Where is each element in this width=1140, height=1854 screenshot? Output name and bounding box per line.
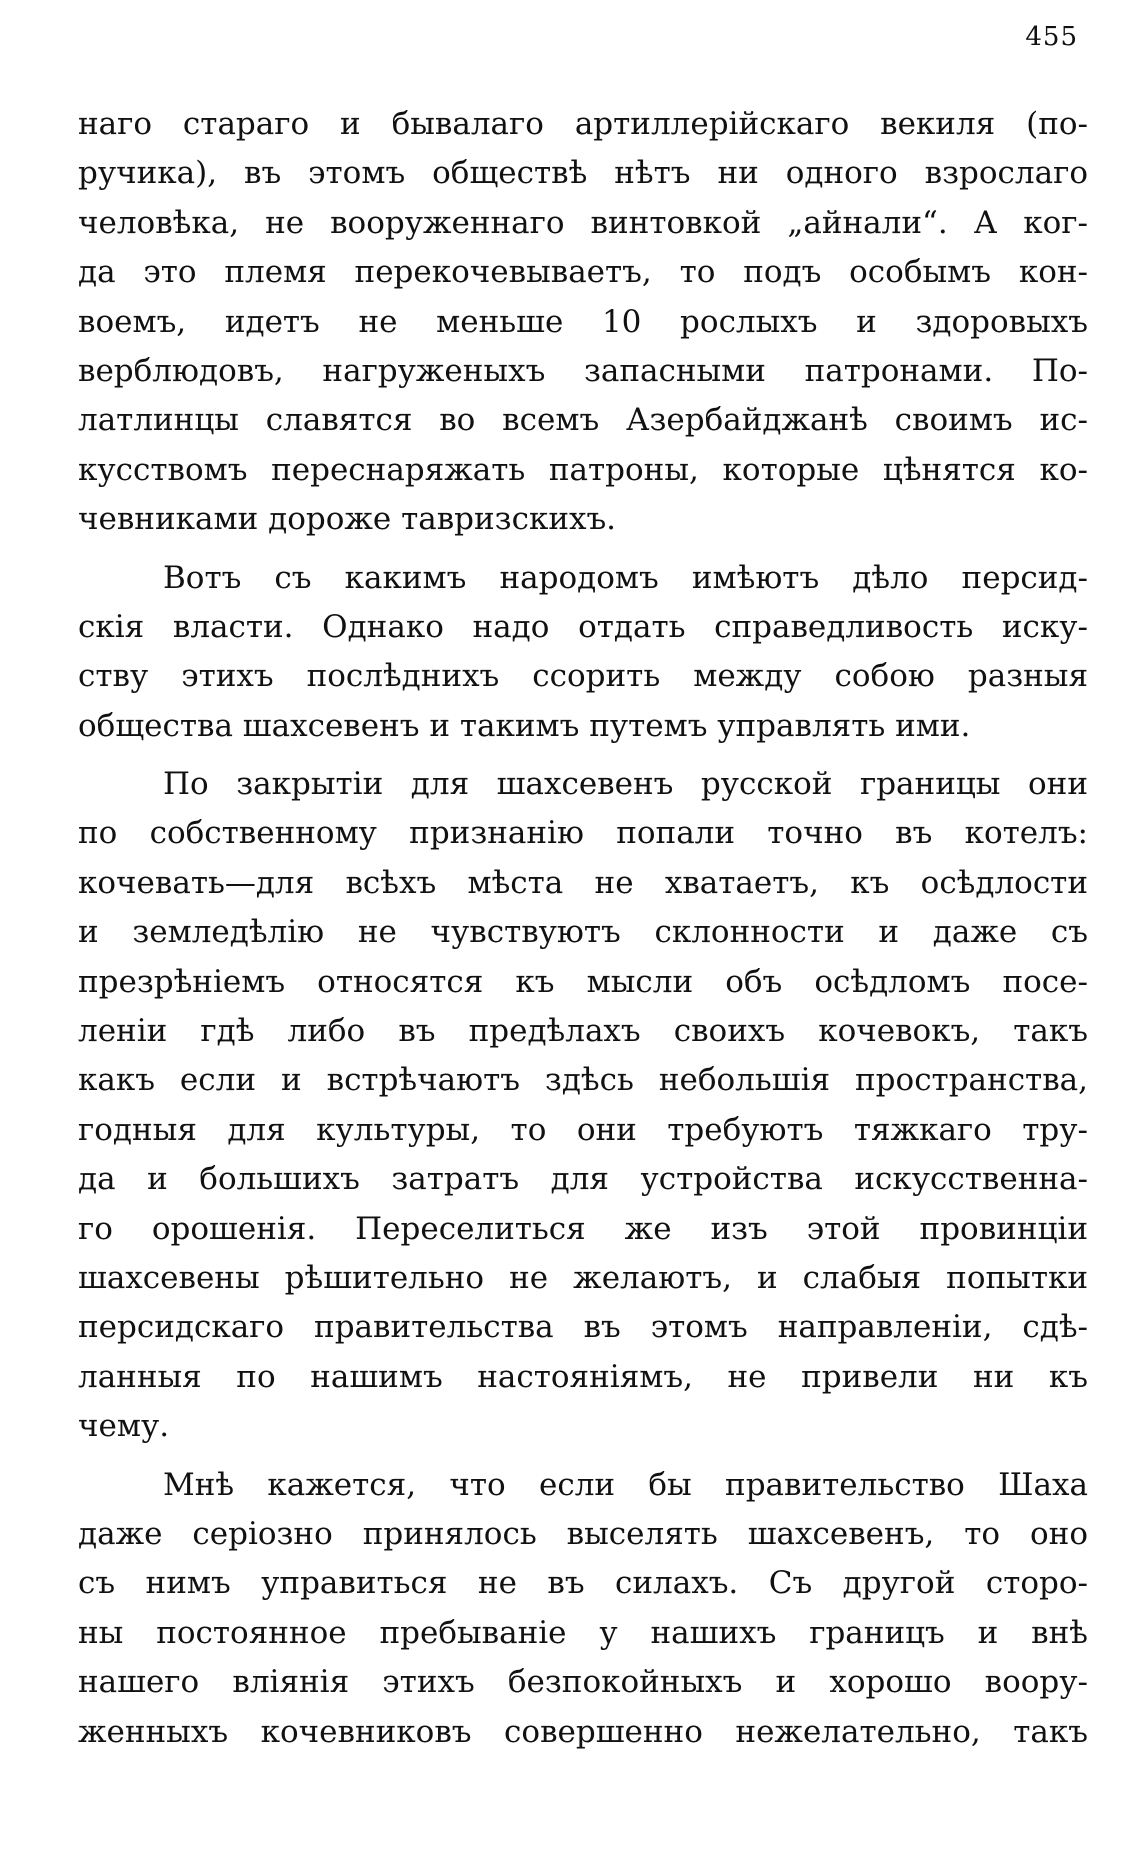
- text-line: ланныя по нашимъ настояніямъ, не привели ни къ: [78, 1358, 1088, 1395]
- text-line: кочевать—для всѣхъ мѣста не хватаетъ, къ осѣдлости: [78, 864, 1088, 901]
- text-line: кусствомъ переснаряжать патроны, которые цѣнятся ко-: [78, 451, 1088, 488]
- text-line: человѣка, не вооруженнаго винтовкой „айнали“. А ког-: [78, 204, 1088, 241]
- text-line: латлинцы славятся во всемъ Азербайджанѣ своимъ ис-: [78, 402, 1088, 439]
- text-line: леніи гдѣ либо въ предѣлахъ своихъ кочевокъ, такъ: [78, 1013, 1088, 1050]
- paragraph-1: [78, 100, 1088, 545]
- text-line: персидскаго правительства въ этомъ направленіи, сдѣ-: [78, 1309, 1088, 1346]
- text-line: да это племя перекочевываетъ, то подъ особымъ кон-: [78, 254, 1088, 291]
- text-line: скія власти. Однако надо отдать справедливость иску-: [78, 608, 1088, 645]
- text-line: По закрытіи для шахсевенъ русской границы они: [163, 766, 1088, 803]
- body-text: [78, 100, 1088, 1757]
- page-number: 455: [1025, 22, 1078, 52]
- text-line: годныя для культуры, то они требуютъ тяжкаго тру-: [78, 1111, 1088, 1148]
- text-line: шахсевены рѣшительно не желаютъ, и слабыя попытки: [78, 1259, 1088, 1296]
- text-line: ручика), въ этомъ обществѣ нѣтъ ни одного взрослаго: [78, 155, 1088, 192]
- text-line: какъ если и встрѣчаютъ здѣсь небольшія пространства,: [78, 1062, 1088, 1099]
- text-line: го орошенія. Переселиться же изъ этой провинціи: [78, 1210, 1088, 1247]
- text-line: наго стараго и бывалаго артиллерійскаго векиля (по-: [78, 106, 1088, 142]
- text-line: ны постоянное пребываніе у нашихъ границъ и внѣ: [78, 1614, 1088, 1651]
- text-line: съ нимъ управиться не въ силахъ. Съ другой сторо-: [78, 1565, 1088, 1602]
- text-line: Мнѣ кажется, что если бы правительство Шаха: [163, 1466, 1088, 1503]
- text-line: да и большихъ затратъ для устройства искусственна-: [78, 1161, 1088, 1198]
- text-line: презрѣніемъ относятся къ мысли объ осѣдломъ посе-: [78, 963, 1088, 1000]
- text-line: Вотъ съ какимъ народомъ имѣютъ дѣло персид-: [163, 559, 1088, 596]
- text-line: ству этихъ послѣднихъ ссорить между собою разныя: [78, 658, 1088, 695]
- text-line: даже серіозно принялось выселять шахсевенъ, то оно: [78, 1515, 1088, 1552]
- text-line: женныхъ кочевниковъ совершенно нежелательно, такъ: [78, 1713, 1088, 1750]
- text-line: чевниками дороже тавризскихъ.: [78, 501, 617, 538]
- text-line: воемъ, идетъ не меньше 10 рослыхъ и здоровыхъ: [78, 303, 1088, 340]
- text-line: общества шахсевенъ и такимъ путемъ управлять ими.: [78, 707, 971, 744]
- paragraph-3: [78, 760, 1088, 1451]
- text-line: чему.: [78, 1408, 170, 1445]
- text-line: верблюдовъ, нагруженыхъ запасными патронами. По-: [78, 352, 1088, 389]
- text-line: нашего вліянія этихъ безпокойныхъ и хорошо воору-: [78, 1664, 1088, 1701]
- text-line: и земледѣлію не чувствуютъ склонности и даже съ: [78, 914, 1088, 951]
- text-line: по собственному признанію попали точно въ котелъ:: [78, 815, 1088, 852]
- paragraph-2: [78, 554, 1088, 752]
- paragraph-4: [78, 1461, 1088, 1757]
